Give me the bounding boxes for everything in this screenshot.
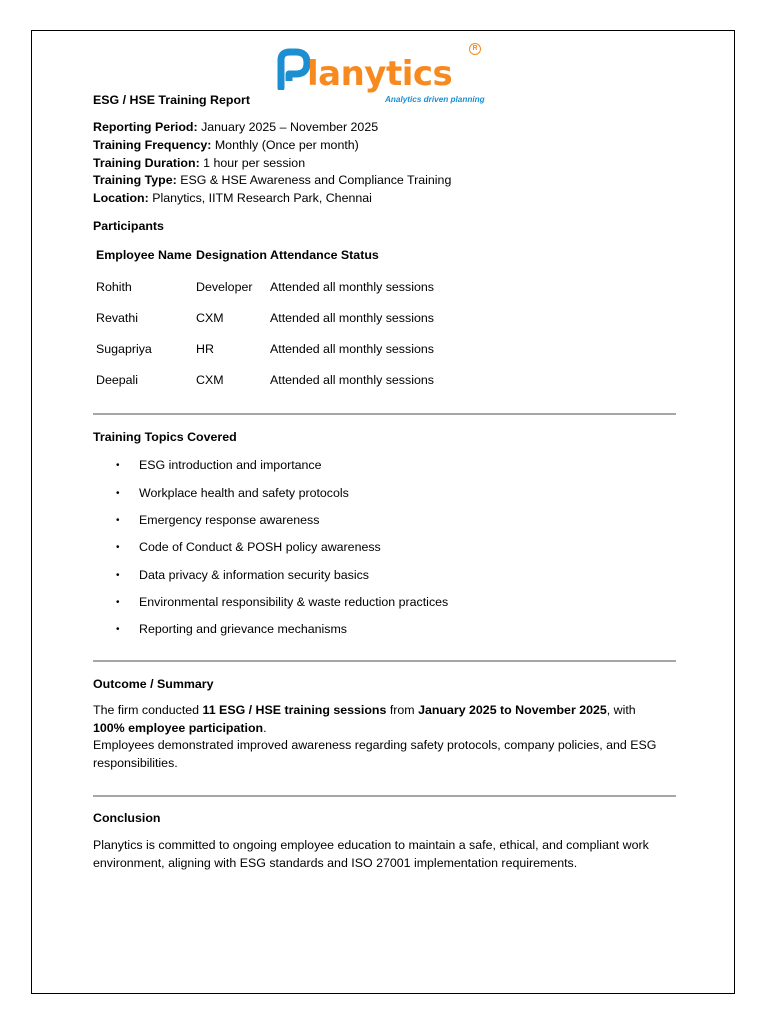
list-item-text: Code of Conduct & POSH policy awareness — [139, 540, 381, 554]
detail-location — [93, 190, 372, 208]
bullet-icon: • — [116, 515, 120, 526]
document-page — [31, 30, 735, 994]
outcome-text: The firm conducted — [93, 703, 203, 717]
detail-value: Monthly (Once per month) — [211, 138, 359, 152]
detail-value: Planytics, IITM Research Park, Chennai — [148, 191, 372, 205]
bullet-icon: • — [116, 542, 120, 553]
detail-label: Location: — [93, 191, 149, 205]
detail-label: Reporting Period: — [93, 120, 198, 134]
participants-heading: Participants — [93, 219, 164, 233]
bullet-icon: • — [116, 570, 120, 581]
list-item-text: Emergency response awareness — [139, 513, 320, 527]
outcome-text: from — [386, 703, 419, 717]
list-item-text: Environmental responsibility & waste reduction practices — [139, 595, 449, 609]
list-item-text: Data privacy & information security basics — [139, 568, 370, 582]
logo-wordmark: lanytics — [307, 54, 453, 94]
bullet-icon: • — [116, 597, 120, 608]
table-cell: Sugapriya — [96, 342, 152, 356]
detail-label: Training Duration: — [93, 156, 200, 170]
report-title: ESG / HSE Training Report — [93, 93, 250, 107]
column-header: Designation — [196, 248, 267, 262]
outcome-paragraph — [93, 702, 683, 772]
table-cell: Developer — [196, 280, 253, 294]
detail-training-duration — [93, 155, 305, 173]
table-cell: Deepali — [96, 373, 139, 387]
table-cell: Attended all monthly sessions — [270, 280, 434, 294]
outcome-sessions-count: 11 ESG / HSE training sessions — [202, 703, 387, 717]
table-cell: CXM — [196, 373, 224, 387]
detail-training-type — [93, 172, 451, 190]
outcome-awareness-text: Employees demonstrated improved awareness regarding safety protocols, company policies, and ESG responsibilities. — [93, 738, 657, 770]
outcome-period: January 2025 to November 2025 — [418, 703, 607, 717]
table-cell: Attended all monthly sessions — [270, 342, 434, 356]
column-header: Employee Name — [96, 248, 192, 262]
conclusion-heading: Conclusion — [93, 811, 161, 825]
outcome-participation: 100% employee participation — [93, 720, 264, 735]
table-cell: Attended all monthly sessions — [270, 311, 434, 325]
detail-reporting-period — [93, 119, 378, 137]
bullet-icon: • — [116, 624, 120, 635]
section-divider — [93, 660, 676, 662]
section-divider — [93, 413, 676, 415]
outcome-text: . — [263, 720, 267, 735]
list-item-text: Workplace health and safety protocols — [139, 486, 349, 500]
table-cell: Revathi — [96, 311, 139, 325]
logo-tagline: Analytics driven planning — [385, 95, 485, 104]
detail-label: Training Frequency: — [93, 138, 212, 152]
detail-value: ESG & HSE Awareness and Compliance Training — [176, 173, 452, 187]
table-cell: Rohith — [96, 280, 132, 294]
detail-label: Training Type: — [93, 173, 177, 187]
bullet-icon: • — [116, 460, 120, 471]
planytics-logo — [277, 42, 487, 104]
conclusion-text: Planytics is committed to ongoing employee education to maintain a safe, ethical, and compliant work environment, aligning with ESG standards and ISO 27001 implementation requirements. — [93, 838, 649, 870]
bullet-icon: • — [116, 488, 120, 499]
table-cell: Attended all monthly sessions — [270, 373, 434, 387]
column-header: Attendance Status — [270, 248, 379, 262]
topics-heading: Training Topics Covered — [93, 430, 237, 444]
outcome-heading: Outcome / Summary — [93, 677, 214, 691]
table-cell: CXM — [196, 311, 224, 325]
detail-value: 1 hour per session — [199, 156, 306, 170]
registered-mark-icon: R — [469, 43, 481, 55]
section-divider — [93, 795, 676, 797]
table-cell: HR — [196, 342, 214, 356]
list-item-text: ESG introduction and importance — [139, 458, 322, 472]
logo-p-mark-icon — [277, 48, 311, 90]
detail-value: January 2025 – November 2025 — [197, 120, 379, 134]
detail-training-frequency — [93, 137, 359, 155]
list-item-text: Reporting and grievance mechanisms — [139, 622, 347, 636]
outcome-text: , with — [606, 703, 636, 717]
